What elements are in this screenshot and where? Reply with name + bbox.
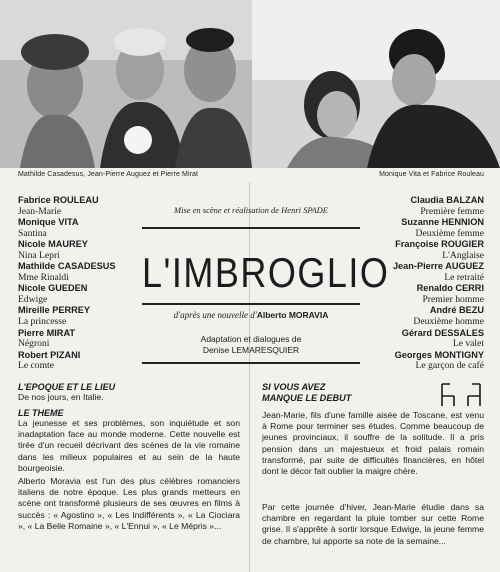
adaptation-name: Denise LEMARESQUIER xyxy=(202,345,300,355)
cast-role: Nina Lepri xyxy=(18,249,60,261)
cast-role: La princesse xyxy=(18,315,67,327)
cast-actor: Jean-Pierre AUGUEZ xyxy=(392,261,484,272)
director-credit xyxy=(142,205,360,215)
cast-role: Négroni xyxy=(18,338,50,350)
cast-role: Le retraité xyxy=(444,271,484,283)
cast-role: Premier homme xyxy=(422,293,484,305)
cast-actor: Pierre MIRAT xyxy=(18,327,76,338)
cast-actor: Mireille PERREY xyxy=(18,305,90,316)
cast-actor: Renaldo CERRI xyxy=(416,283,484,294)
cast-role: L'Anglaise xyxy=(442,249,484,261)
cast-actor: Nicole GUEDEN xyxy=(18,283,88,294)
epoque-heading: L'EPOQUE ET LE LIEU xyxy=(18,382,116,392)
theme-section xyxy=(18,408,240,532)
cast-role: Mme Rinaldi xyxy=(18,271,69,283)
photo-casadesus-auguez-mirat xyxy=(0,0,252,168)
theme-paragraph-2: Alberto Moravia est l'un des plus célèbres romanciers italiens de notre époque. Les plus grands metteurs en scène ont transformé plusieurs de ses œuvres en films à succès : « Agostino », « Les Indifférents », « La Ciociara », « La Belle Romaine », « L'Ennui », « Le Mépris »... xyxy=(18,476,240,531)
synopsis-heading xyxy=(262,382,351,404)
cast-actor: Robert PIZANI xyxy=(18,349,81,360)
cast-actor: Nicole MAUREY xyxy=(18,239,88,250)
cast-actor: Georges MONTIGNY xyxy=(394,349,484,360)
source-credit-prefix: d'après une nouvelle d' xyxy=(173,310,257,320)
cast-actor: Mathilde CASADESUS xyxy=(18,261,116,272)
photo-caption-right: Monique Vita et Fabrice Rouleau xyxy=(379,171,484,178)
synopsis-paragraph-2: Par cette journée d'hiver, Jean-Marie étudie dans sa chambre en regardant la pluie tomber sur cette Rome grise. Il s'apprête à sortir lorsque Edwige, la jeune femme de chambre, lui apporte sa note de la semaine... xyxy=(262,502,484,546)
epoque-section xyxy=(18,382,240,403)
epoque-text: De nos jours, en Italie. xyxy=(18,392,104,402)
cast-role: Santina xyxy=(18,227,47,239)
photo-left-illustration xyxy=(0,0,252,168)
cast-role: Le comte xyxy=(18,360,54,372)
title-rule-top xyxy=(142,227,360,229)
cast-actor: André BEZU xyxy=(429,305,484,316)
cast-actor: Suzanne HENNION xyxy=(401,217,484,228)
theme-heading: LE THEME xyxy=(18,408,64,418)
cast-list-left xyxy=(18,195,158,372)
cast-actor: Monique VITA xyxy=(18,217,79,228)
cast-role: Jean-Marie xyxy=(18,205,62,217)
theme-paragraph-1: La jeunesse et ses problèmes, son inquiétude et son inadaptation face au monde moderne. Cette nouvelle est tirée d'un recueil décrivant des scènes de la vie romaine dans les milieux populaires et au sein de la haute bourgeoisie. xyxy=(18,418,240,473)
cast-role: Le garçon de café xyxy=(415,360,484,372)
photo-vita-rouleau xyxy=(252,0,500,168)
page-fold-divider xyxy=(249,182,250,572)
cast-role: Edwige xyxy=(18,293,48,305)
source-credit xyxy=(142,310,360,320)
photo-caption-left: Mathilde Casadesus, Jean-Pierre Auguez et Pierre Mirat xyxy=(18,171,199,178)
credits-rule-bottom xyxy=(142,362,360,364)
chairs-icon xyxy=(438,380,484,410)
title-rule-bottom xyxy=(142,303,360,305)
cast-role: Deuxième homme xyxy=(413,315,484,327)
photo-right-illustration xyxy=(252,0,500,168)
synopsis-paragraph-1: Jean-Marie, fils d'une famille aisée de Toscane, est venu à Rome pour terminer ses études. Comme beaucoup de jeunes provinciaux, il souffre de la solitude. Il a pris pension dans un majestueux et froid palais romain transformé, par suite de difficultés financières, en hôtel dont le décor fait oublier la maigre chère. xyxy=(262,410,484,477)
cast-actor: Gérard DESSALES xyxy=(401,327,484,338)
synopsis-heading-line-1: SI VOUS AVEZ xyxy=(262,382,326,392)
adaptation-credit xyxy=(142,334,360,356)
director-name: Henri SPADE xyxy=(281,205,328,215)
cast-actor: Françoise ROUGIER xyxy=(395,239,484,250)
cast-actor: Fabrice ROULEAU xyxy=(18,195,99,205)
synopsis-heading-line-2: MANQUE LE DEBUT xyxy=(262,393,352,403)
director-credit-prefix: Mise en scène et réalisation de xyxy=(174,205,282,215)
cast-role: Deuxième femme xyxy=(415,227,484,239)
cast-actor: Claudia BALZAN xyxy=(410,195,484,205)
author-name: Alberto MORAVIA xyxy=(256,310,329,320)
cast-role: Première femme xyxy=(420,205,484,217)
film-title: L'IMBROGLIO xyxy=(142,248,390,296)
cast-role: Le valet xyxy=(452,338,484,350)
adaptation-label: Adaptation et dialogues de xyxy=(200,334,302,344)
